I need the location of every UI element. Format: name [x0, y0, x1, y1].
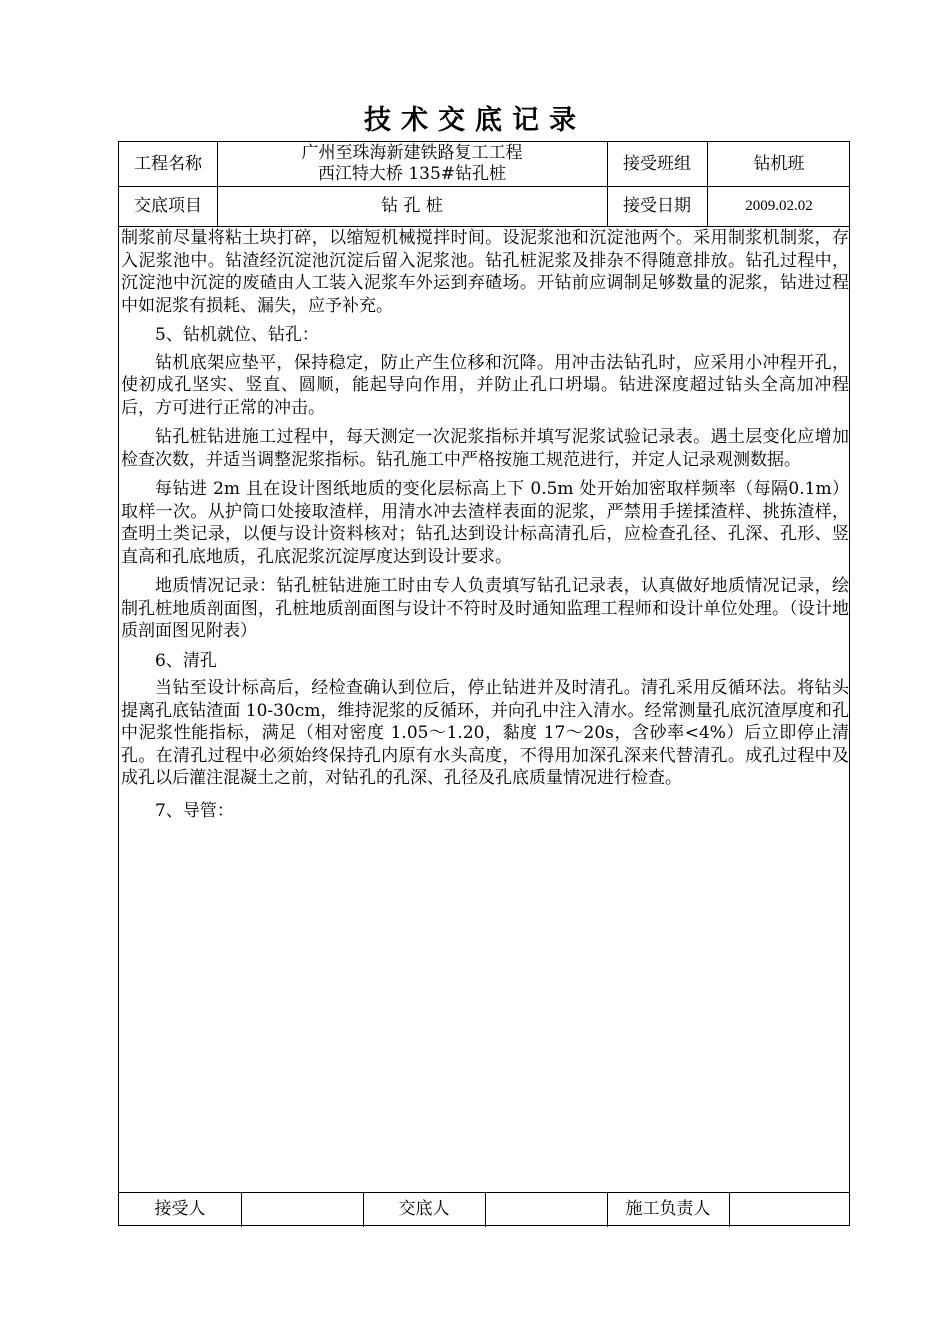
presenter-label: 交底人 [398, 1199, 450, 1219]
document-title: 技术交底记录 [364, 105, 586, 136]
receiver-label: 接受人 [154, 1199, 206, 1219]
project-name-label: 工程名称 [134, 153, 202, 174]
section-heading-5: 5、钻机就位、钻孔： [155, 325, 319, 345]
section-heading-7: 7、导管： [155, 800, 234, 821]
project-name-line2: 西江特大桥 135#钻孔桩 [317, 164, 507, 184]
date-label: 接受日期 [623, 195, 691, 216]
item-value: 钻 孔 桩 [381, 195, 443, 216]
presenter-signature [485, 1192, 607, 1227]
paragraph-mud-prep: 制浆前尽量将粘土块打碎，以缩短机械搅拌时间。设泥浆池和沉淀池两个。采用制浆机制浆，存入泥浆池中。钻渣经沉淀池沉淀后留入泥浆池。钻孔桩泥浆及排杂不得随意排放。钻孔过程中，沉淀池中沉淀的废碴由人工装入泥浆车外运到弃碴场。开钻前应调制足够数量的泥浆，钻进过程中如泥浆有损耗、漏失，应予补充。 [121, 228, 849, 316]
paragraph-sampling: 每钻进 2m 且在设计图纸地质的变化层标高上下 0.5m 处开始加密取样频率（每隔0.1m）取样一次。从护筒口处接取渣样，用清水冲去渣样表面的泥浆，严禁用手搓揉渣样、挑拣渣样，查明土类记录，以便与设计资料核对；钻孔达到设计标高清孔后，应检查孔径、孔深、孔形、竖直高和孔底地质，孔底泥浆沉淀厚度达到设计要求。 [121, 479, 849, 567]
manager-signature [729, 1192, 851, 1227]
manager-label: 施工负责人 [625, 1199, 711, 1219]
project-name-line1: 广州至珠海新建铁路复工工程 [301, 143, 523, 163]
team-value: 钻机班 [753, 153, 805, 174]
item-label: 交底项目 [134, 195, 202, 216]
content-body [119, 227, 851, 827]
paragraph-rig-setup: 钻机底架应垫平，保持稳定，防止产生位移和沉降。用冲击法钻孔时，应采用小冲程开孔，使初成孔坚实、竖直、圆顺，能起导向作用，并防止孔口坍塌。钻进深度超过钻头全高加冲程后，方可进行正常的冲击。 [121, 352, 849, 418]
date-value: 2009.02.02 [745, 197, 813, 214]
project-name-value [217, 142, 607, 186]
team-label: 接受班组 [623, 153, 691, 174]
paragraph-geology-record: 地质情况记录：钻孔桩钻进施工时由专人负责填写钻孔记录表，认真做好地质情况记录，绘制孔桩地质剖面图，孔桩地质剖面图与设计不符时及时通知监理工程师和设计单位处理。（设计地质剖面图见附表） [121, 576, 849, 641]
record-table [118, 141, 850, 1226]
paragraph-hole-cleaning: 当钻至设计标高后，经检查确认到位后，停止钻进并及时清孔。清孔采用反循环法。将钻头提离孔底钻渣面 10-30cm，维持泥浆的反循环，并向孔中注入清水。经常测量孔底沉渣厚度和孔中泥浆性能指标，满足（相对密度 1.05～1.20，黏度 17～20s，含砂率<4%）后立即停止清孔。在清孔过程中必须始终保持孔内原有水头高度，不得用加深孔深来代替清孔。成孔过程中及成孔以后灌注混凝土之前，对钻孔的孔深、孔径及孔底质量情况进行检查。 [121, 678, 849, 788]
section-heading-6: 6、清孔 [155, 650, 217, 671]
paragraph-mud-testing: 钻孔桩钻进施工过程中，每天测定一次泥浆指标并填写泥浆试验记录表。遇土层变化应增加检查次数，并适当调整泥浆指标。钻孔施工中严格按施工规范进行，并定人记录观测数据。 [121, 427, 849, 470]
receiver-signature [241, 1192, 363, 1227]
